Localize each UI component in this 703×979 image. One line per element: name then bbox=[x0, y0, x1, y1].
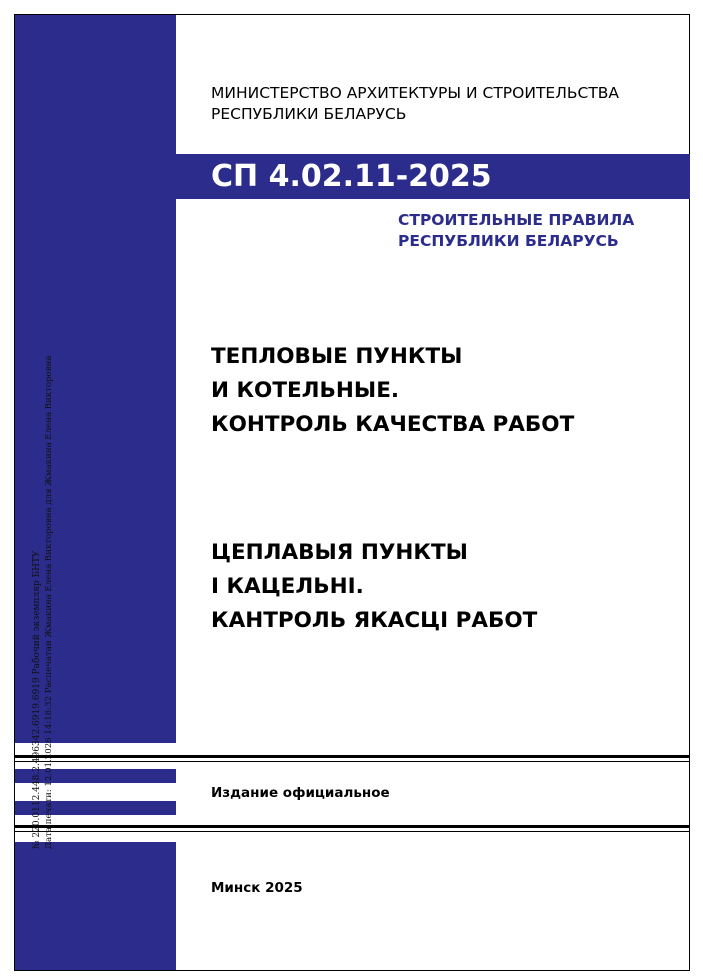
title-belarusian bbox=[211, 536, 537, 638]
document-code: СП 4.02.11-2025 bbox=[211, 159, 492, 194]
title-by-line-3: КАНТРОЛЬ ЯКАСЦІ РАБОТ bbox=[211, 608, 538, 633]
divider-top-thick bbox=[14, 755, 690, 758]
ministry-header bbox=[211, 83, 619, 125]
edition-label: Издание официальное bbox=[211, 785, 390, 801]
watermark-line-2: Дата печати: 12.01.2026 14:18:32 Распечатан Жмакина Елена Викторовна для Жмакина Елена Викторовна bbox=[44, 355, 54, 849]
left-blue-bar-bottom bbox=[15, 842, 176, 970]
title-ru-line-1: ТЕПЛОВЫЕ ПУНКТЫ bbox=[211, 344, 463, 369]
divider-bottom-thick bbox=[14, 825, 690, 828]
document-type-line-1: СТРОИТЕЛЬНЫЕ ПРАВИЛА bbox=[398, 211, 635, 229]
title-by-line-2: І КАЦЕЛЬНІ. bbox=[211, 574, 364, 599]
divider-bottom-thin bbox=[14, 831, 690, 832]
title-ru-line-2: И КОТЕЛЬНЫЕ. bbox=[211, 378, 400, 403]
document-type bbox=[398, 210, 634, 252]
watermark-line-1: № 220.0112.448.2.496342.6919.6919 Рабочий экземпляр БНТУ bbox=[32, 550, 42, 849]
ministry-line-2: РЕСПУБЛИКИ БЕЛАРУСЬ bbox=[211, 105, 407, 123]
divider-top-thin bbox=[14, 761, 690, 762]
title-russian bbox=[211, 340, 574, 442]
city-year: Минск 2025 bbox=[211, 880, 303, 896]
title-ru-line-3: КОНТРОЛЬ КАЧЕСТВА РАБОТ bbox=[211, 412, 575, 437]
ministry-line-1: МИНИСТЕРСТВО АРХИТЕКТУРЫ И СТРОИТЕЛЬСТВА bbox=[211, 84, 620, 102]
document-type-line-2: РЕСПУБЛИКИ БЕЛАРУСЬ bbox=[398, 232, 619, 250]
title-by-line-1: ЦЕПЛАВЫЯ ПУНКТЫ bbox=[211, 540, 468, 565]
